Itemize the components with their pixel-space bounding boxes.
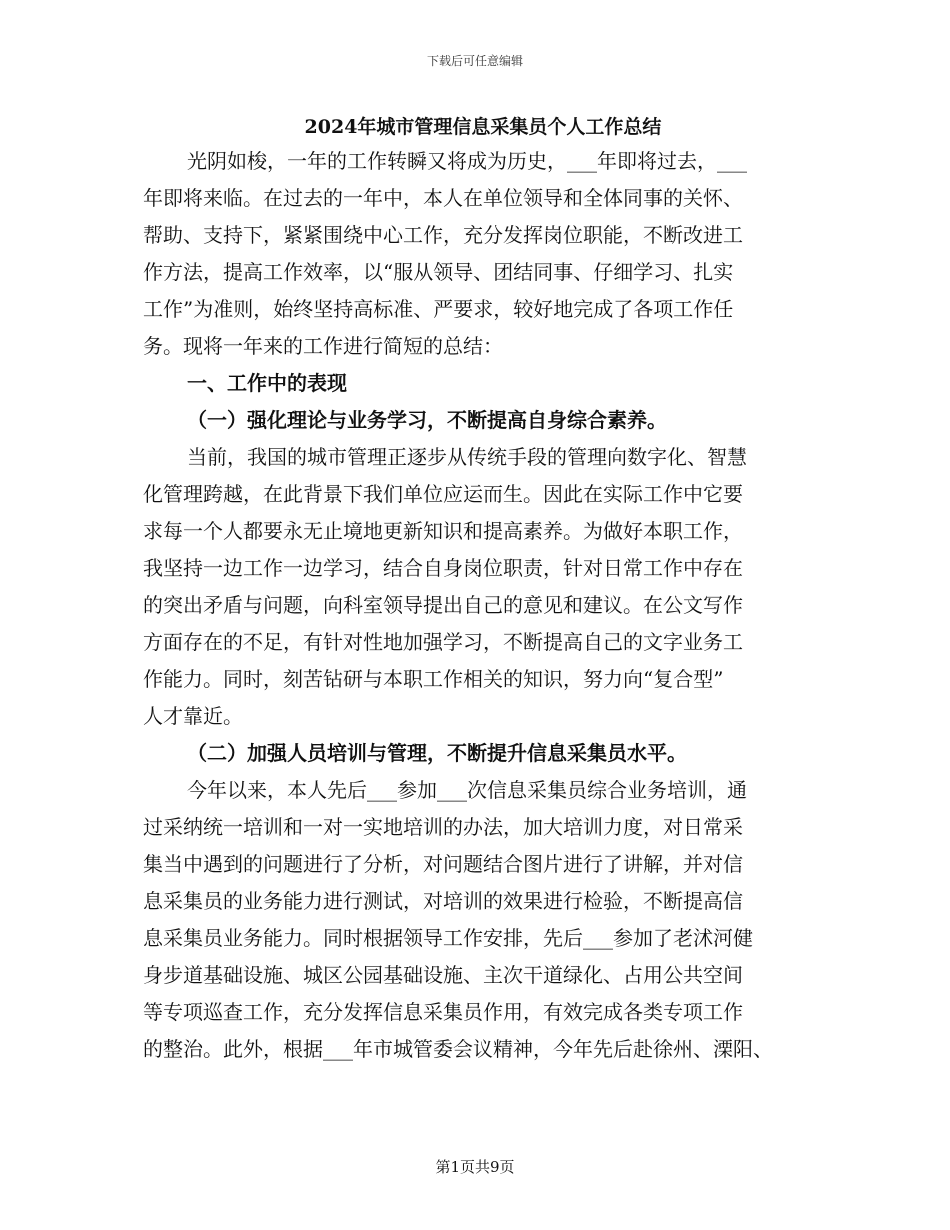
paragraph-line: 当前，我国的城市管理正逐步从传统手段的管理向数字化、智慧 xyxy=(187,445,747,469)
paragraph-line: 工作”为准则，始终坚持高标准、严要求，较好地完成了各项工作任 xyxy=(143,297,734,321)
paragraph-line: 等专项巡查工作，充分发挥信息采集员作用，有效完成各类专项工作 xyxy=(143,1000,743,1024)
paragraph-line: 求每一个人都要永无止境地更新知识和提高素养。为做好本职工作， xyxy=(143,519,743,543)
paragraph-line: 息采集员的业务能力进行测试，对培训的效果进行检验，不断提高信 xyxy=(143,889,743,913)
subsection-heading: （一）强化理论与业务学习，不断提高自身综合素养。 xyxy=(187,408,667,432)
paragraph-line: 光阴如梭，一年的工作转瞬又将成为历史，___年即将过去，___ xyxy=(187,149,747,173)
paragraph-line: 的突出矛盾与问题，向科室领导提出自己的意见和建议。在公文写作 xyxy=(143,593,743,617)
paragraph-line: 务。现将一年来的工作进行简短的总结： xyxy=(143,334,503,358)
document-title: 2024年城市管理信息采集员个人工作总结 xyxy=(304,116,662,138)
paragraph-line: 作能力。同时，刻苦钻研与本职工作相关的知识，努力向“复合型” xyxy=(143,667,724,691)
paragraph-line: 的整治。此外，根据___年市城管委会议精神，今年先后赴徐州、溧阳、 xyxy=(143,1037,773,1061)
page-header-note: 下载后可任意编辑 xyxy=(426,54,523,68)
page-number: 第1页共9页 xyxy=(435,1158,515,1176)
paragraph-line: 集当中遇到的问题进行了分析，对问题结合图片进行了讲解，并对信 xyxy=(143,852,743,876)
paragraph-line: 身步道基础设施、城区公园基础设施、主次干道绿化、占用公共空间 xyxy=(143,963,743,987)
paragraph-line: 过采纳统一培训和一对一实地培训的办法，加大培训力度，对日常采 xyxy=(143,815,743,839)
paragraph-line: 帮助、支持下，紧紧围绕中心工作，充分发挥岗位职能，不断改进工 xyxy=(143,223,743,247)
paragraph-line: 化管理跨越，在此背景下我们单位应运而生。因此在实际工作中它要 xyxy=(143,482,743,506)
paragraph-line: 人才靠近。 xyxy=(143,704,243,728)
paragraph-line: 方面存在的不足，有针对性地加强学习，不断提高自己的文字业务工 xyxy=(143,630,743,654)
paragraph-line: 今年以来，本人先后___参加___次信息采集员综合业务培训，通 xyxy=(187,778,747,802)
document-body xyxy=(143,143,823,1068)
paragraph-line: 我坚持一边工作一边学习，结合自身岗位职责，针对日常工作中存在 xyxy=(143,556,743,580)
section-heading: 一、工作中的表现 xyxy=(187,371,347,395)
subsection-heading: （二）加强人员培训与管理，不断提升信息采集员水平。 xyxy=(187,741,687,765)
paragraph-line: 息采集员业务能力。同时根据领导工作安排，先后___参加了老沭河健 xyxy=(143,926,753,950)
paragraph-line: 作方法，提高工作效率，以“服从领导、团结同事、仔细学习、扎实 xyxy=(143,260,734,284)
paragraph-line: 年即将来临。在过去的一年中，本人在单位领导和全体同事的关怀、 xyxy=(143,186,743,210)
